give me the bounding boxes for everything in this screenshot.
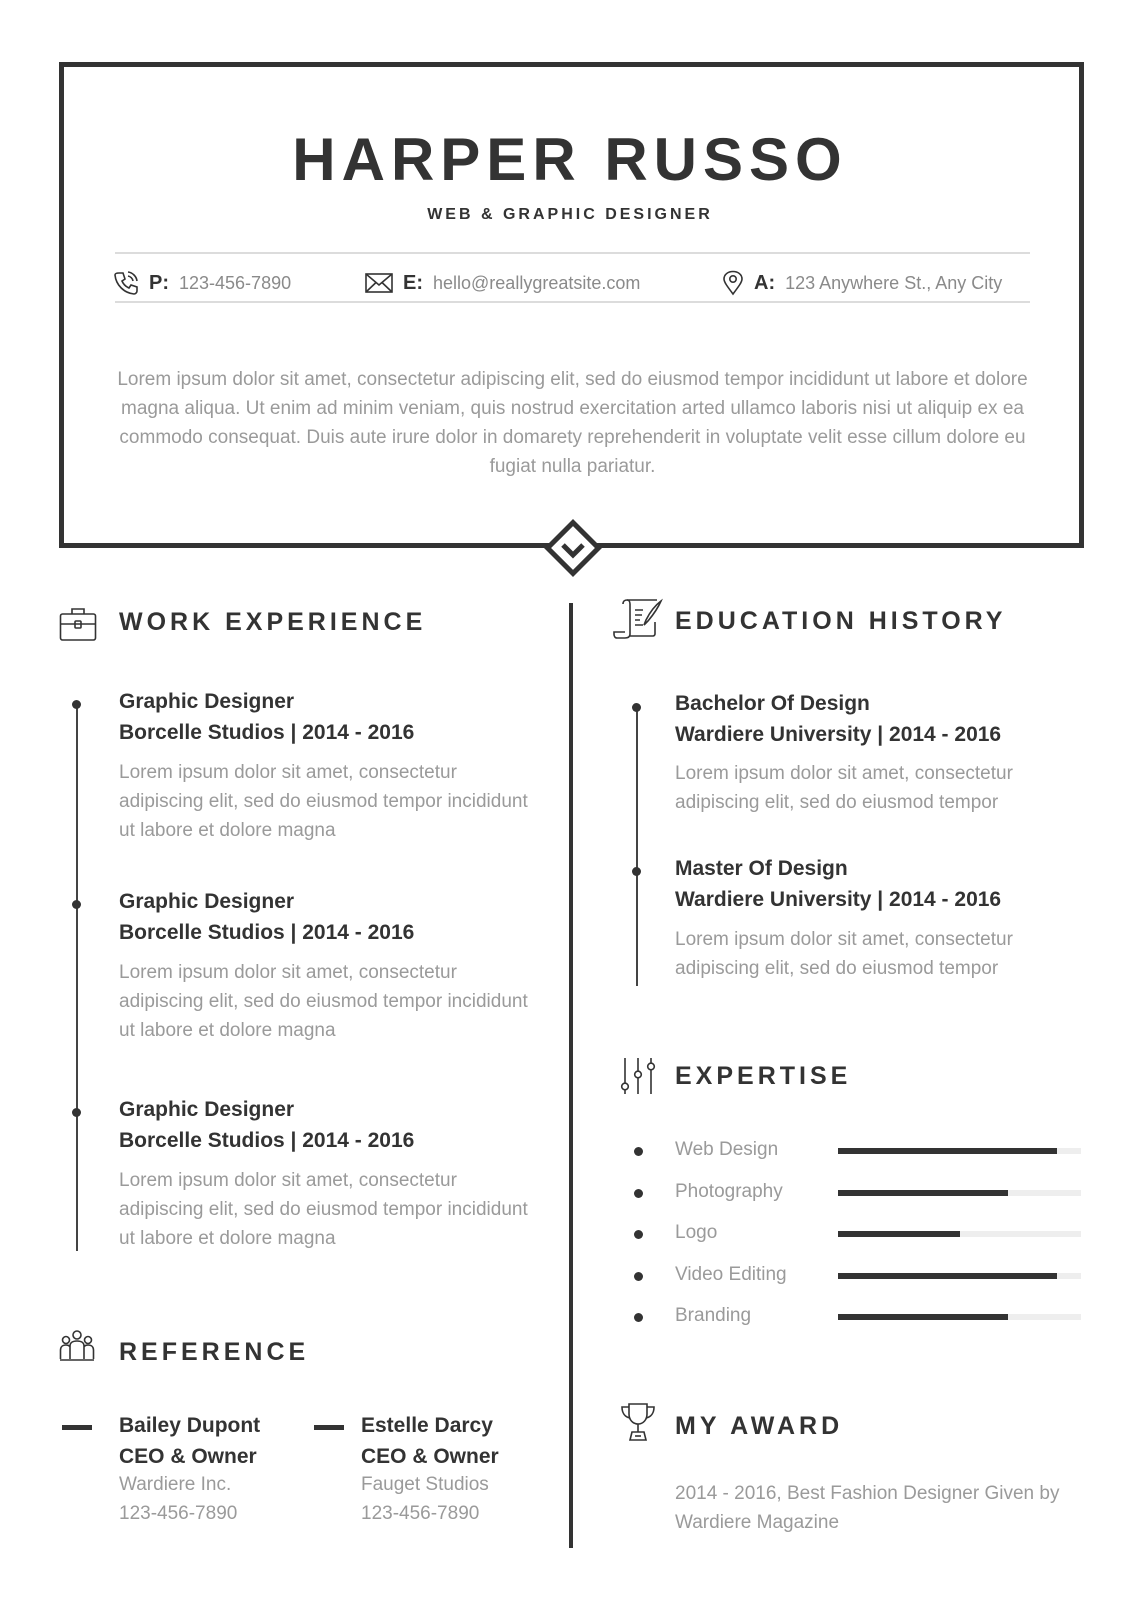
skill-level-fill	[838, 1148, 1057, 1154]
skill-level-bar	[838, 1314, 1081, 1320]
scroll-quill-icon	[613, 598, 663, 645]
skill-level-fill	[838, 1231, 960, 1237]
contact-email-value: hello@reallygreatsite.com	[433, 272, 641, 293]
location-pin-icon	[722, 270, 744, 296]
resume-role: WEB & GRAPHIC DESIGNER	[427, 206, 713, 223]
degree-description: Lorem ipsum dolor sit amet, consectetur adipiscing elit, sed do eiusmod tempor	[675, 763, 1013, 813]
degree-school: Wardiere University | 2014 - 2016	[675, 723, 1002, 746]
reference-role: CEO & Owner	[119, 1445, 257, 1468]
job-title: Graphic Designer	[119, 690, 295, 713]
degree-school: Wardiere University | 2014 - 2016	[675, 888, 1002, 911]
expertise-title: EXPERTISE	[675, 1062, 852, 1090]
contact-phone	[113, 268, 291, 298]
degree-title: Master Of Design	[675, 857, 848, 880]
timeline-dot	[632, 703, 641, 712]
job-company: Borcelle Studios | 2014 - 2016	[119, 721, 415, 744]
skill-level-bar	[838, 1273, 1081, 1279]
work-timeline	[76, 704, 78, 1251]
skill-level-fill	[838, 1190, 1008, 1196]
reference-name: Estelle Darcy	[361, 1414, 493, 1437]
skill-bullet	[634, 1189, 643, 1198]
contact-phone-label: P:	[149, 271, 169, 294]
people-icon	[59, 1330, 95, 1367]
resume-name: HARPER RUSSO	[292, 126, 848, 193]
timeline-dot	[632, 867, 641, 876]
column-divider	[569, 603, 573, 1548]
reference-dash	[314, 1425, 344, 1430]
skill-level-bar	[838, 1231, 1081, 1237]
contact-phone-value: 123-456-7890	[179, 272, 292, 293]
job-title: Graphic Designer	[119, 890, 295, 913]
phone-icon	[113, 270, 139, 296]
skill-label: Web Design	[675, 1139, 779, 1160]
reference-phone: 123-456-7890	[119, 1503, 238, 1524]
mail-icon	[365, 272, 393, 294]
reference-name: Bailey Dupont	[119, 1414, 261, 1437]
reference-company: Fauget Studios	[361, 1474, 489, 1495]
trophy-icon	[620, 1402, 656, 1449]
skill-label: Branding	[675, 1305, 752, 1326]
reference-dash	[62, 1425, 92, 1430]
award-description: 2014 - 2016, Best Fashion Designer Given by Wardiere Magazine	[675, 1483, 1060, 1533]
job-title: Graphic Designer	[119, 1098, 295, 1121]
reference-title: REFERENCE	[119, 1338, 310, 1366]
education-timeline	[636, 710, 638, 986]
degree-description: Lorem ipsum dolor sit amet, consectetur adipiscing elit, sed do eiusmod tempor	[675, 929, 1013, 979]
award-title: MY AWARD	[675, 1412, 844, 1440]
education-title: EDUCATION HISTORY	[675, 607, 1007, 635]
contact-address-label: A:	[754, 271, 776, 294]
job-description: Lorem ipsum dolor sit amet, consectetur adipiscing elit, sed do eiusmod tempor incididunt ut labore et dolore magna	[119, 762, 528, 841]
diamond-ornament-icon	[543, 518, 603, 578]
skill-label: Video Editing	[675, 1263, 787, 1285]
reference-company: Wardiere Inc.	[119, 1474, 232, 1495]
skill-level-fill	[838, 1314, 1008, 1320]
contact-address	[722, 268, 1002, 298]
timeline-dot	[72, 1108, 81, 1117]
skill-label: Logo	[675, 1222, 718, 1243]
job-company: Borcelle Studios | 2014 - 2016	[119, 1129, 415, 1152]
job-description: Lorem ipsum dolor sit amet, consectetur adipiscing elit, sed do eiusmod tempor incididunt ut labore et dolore magna	[119, 1170, 528, 1249]
degree-title: Bachelor Of Design	[675, 692, 870, 715]
reference-phone: 123-456-7890	[361, 1503, 480, 1524]
timeline-dot	[72, 700, 81, 709]
job-company: Borcelle Studios | 2014 - 2016	[119, 921, 415, 944]
skill-level-bar	[838, 1148, 1081, 1154]
contact-email-label: E:	[403, 271, 423, 294]
skill-level-bar	[838, 1190, 1081, 1196]
contact-divider-top	[115, 252, 1030, 254]
skill-bullet	[634, 1313, 643, 1322]
reference-role: CEO & Owner	[361, 1445, 499, 1468]
contact-address-value: 123 Anywhere St., Any City	[785, 272, 1003, 293]
skill-label: Photography	[675, 1180, 783, 1202]
work-experience-title: WORK EXPERIENCE	[119, 608, 427, 636]
contact-email	[365, 268, 640, 298]
skill-bullet	[634, 1272, 643, 1281]
profile-summary: Lorem ipsum dolor sit amet, consectetur adipiscing elit, sed do eiusmod tempor incididunt ut labore et dolore magna aliqua. Ut enim ad minim veniam, quis nostrud exercitation arted ullamco laboris nisi ut aliquip ex ea commodo consequat. Duis aute irure dolor in domarety reprehenderit in voluptate velit esse cillum dolore eu fugiat nulla pariatur.	[117, 369, 1028, 477]
timeline-dot	[72, 900, 81, 909]
skill-bullet	[634, 1230, 643, 1239]
job-description: Lorem ipsum dolor sit amet, consectetur adipiscing elit, sed do eiusmod tempor incididunt ut labore et dolore magna	[119, 962, 528, 1041]
contact-divider-bottom	[115, 301, 1030, 303]
skill-bullet	[634, 1147, 643, 1156]
skill-level-fill	[838, 1273, 1057, 1279]
briefcase-icon	[59, 606, 97, 647]
sliders-icon	[620, 1057, 656, 1100]
